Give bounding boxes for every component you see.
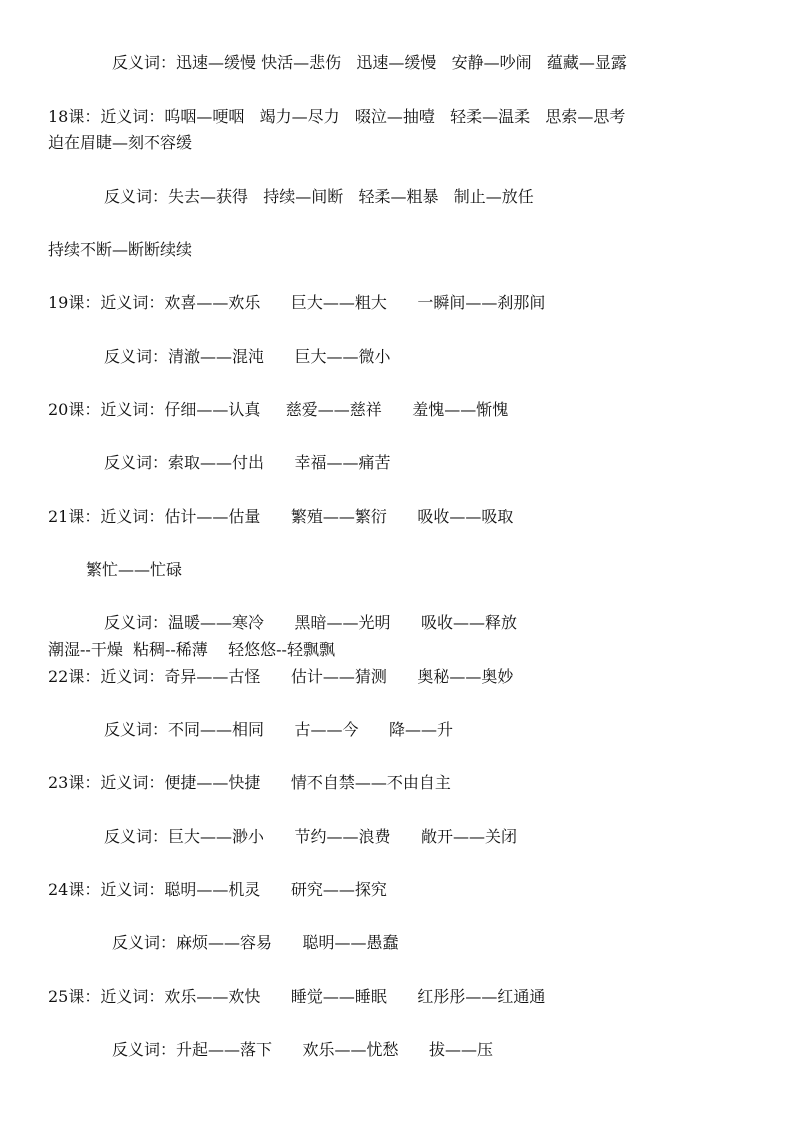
text-line: 反义词：升起——落下 欢乐——忧愁 拔——压 bbox=[112, 1040, 494, 1059]
text-line: 18课：近义词：呜咽—哽咽 竭力—尽力 啜泣—抽噎 轻柔—温柔 思索—思考 bbox=[48, 107, 626, 126]
text-line: 21课：近义词：估计——估量 繁殖——繁衍 吸收——吸取 bbox=[48, 507, 514, 526]
text-line: 持续不断—断断续续 bbox=[48, 240, 193, 259]
text-line: 22课：近义词：奇异——古怪 估计——猜测 奥秘——奥妙 bbox=[48, 667, 514, 686]
text-line: 迫在眉睫—刻不容缓 bbox=[48, 133, 193, 152]
text-line: 反义词：不同——相同 古——今 降——升 bbox=[104, 720, 454, 739]
text-line: 反义词：失去—获得 持续—间断 轻柔—粗暴 制止—放任 bbox=[104, 187, 534, 206]
text-line: 潮湿--干燥 粘稠--稀薄 轻悠悠--轻飘飘 bbox=[48, 640, 335, 659]
text-line: 23课：近义词：便捷——快捷 情不自禁——不由自主 bbox=[48, 773, 451, 792]
text-line: 25课：近义词：欢乐——欢快 睡觉——睡眠 红彤彤——红通通 bbox=[48, 987, 546, 1006]
text-line: 反义词：巨大——渺小 节约——浪费 敞开——关闭 bbox=[104, 827, 518, 846]
text-line: 20课：近义词：仔细——认真 慈爱——慈祥 羞愧——惭愧 bbox=[48, 400, 509, 419]
text-line: 繁忙——忙碌 bbox=[86, 560, 183, 579]
text-line: 反义词：温暖——寒冷 黑暗——光明 吸收——释放 bbox=[104, 613, 518, 632]
text-line: 19课：近义词：欢喜——欢乐 巨大——粗大 一瞬间——刹那间 bbox=[48, 293, 546, 312]
text-line: 反义词：清澈——混沌 巨大——微小 bbox=[104, 347, 391, 366]
text-line: 反义词：迅速—缓慢 快活—悲伤 迅速—缓慢 安静—吵闹 蕴藏—显露 bbox=[112, 53, 627, 72]
text-line: 反义词：麻烦——容易 聪明——愚蠢 bbox=[112, 933, 399, 952]
text-line: 24课：近义词：聪明——机灵 研究——探究 bbox=[48, 880, 387, 899]
text-line: 反义词：索取——付出 幸福——痛苦 bbox=[104, 453, 391, 472]
